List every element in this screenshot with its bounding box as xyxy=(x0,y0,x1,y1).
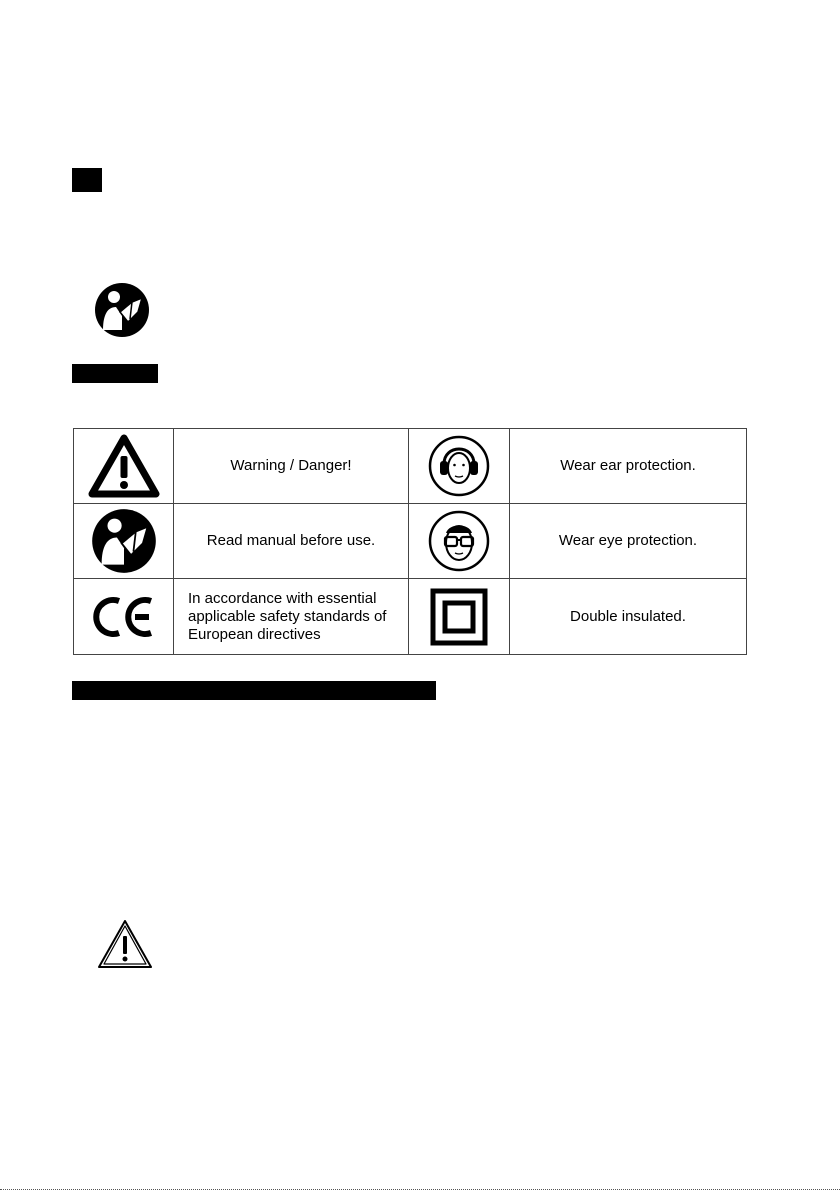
symbols-heading-bar xyxy=(72,364,158,383)
table-cell-text: Read manual before use. xyxy=(174,504,409,579)
table-row xyxy=(74,579,747,655)
table-cell-icon xyxy=(409,579,510,655)
table-cell-icon xyxy=(409,504,510,579)
ear-protection-icon xyxy=(427,434,491,498)
table-row xyxy=(74,429,747,504)
read-manual-icon xyxy=(94,282,150,343)
double-insulated-icon xyxy=(430,588,488,646)
warning-triangle-icon xyxy=(96,918,154,975)
section-marker-box xyxy=(72,168,102,192)
read-manual-icon xyxy=(91,508,157,574)
ce-mark-icon xyxy=(89,595,159,639)
eye-protection-icon xyxy=(427,509,491,573)
table-cell-text: Wear ear protection. xyxy=(510,429,747,504)
table-cell-text: Warning / Danger! xyxy=(174,429,409,504)
table-cell-text: Double insulated. xyxy=(510,579,747,655)
table-cell-icon xyxy=(74,429,174,504)
footer-dotted-line xyxy=(0,1189,840,1190)
symbols-table xyxy=(73,428,747,655)
safety-heading-bar xyxy=(72,681,436,700)
table-cell-icon xyxy=(74,579,174,655)
table-cell-icon xyxy=(74,504,174,579)
warning-triangle-icon xyxy=(88,434,160,498)
table-cell-text: Wear eye protection. xyxy=(510,504,747,579)
table-cell-icon xyxy=(409,429,510,504)
table-cell-text: In accordance with essential applicable safety standards of European directives xyxy=(174,579,409,655)
table-row xyxy=(74,504,747,579)
